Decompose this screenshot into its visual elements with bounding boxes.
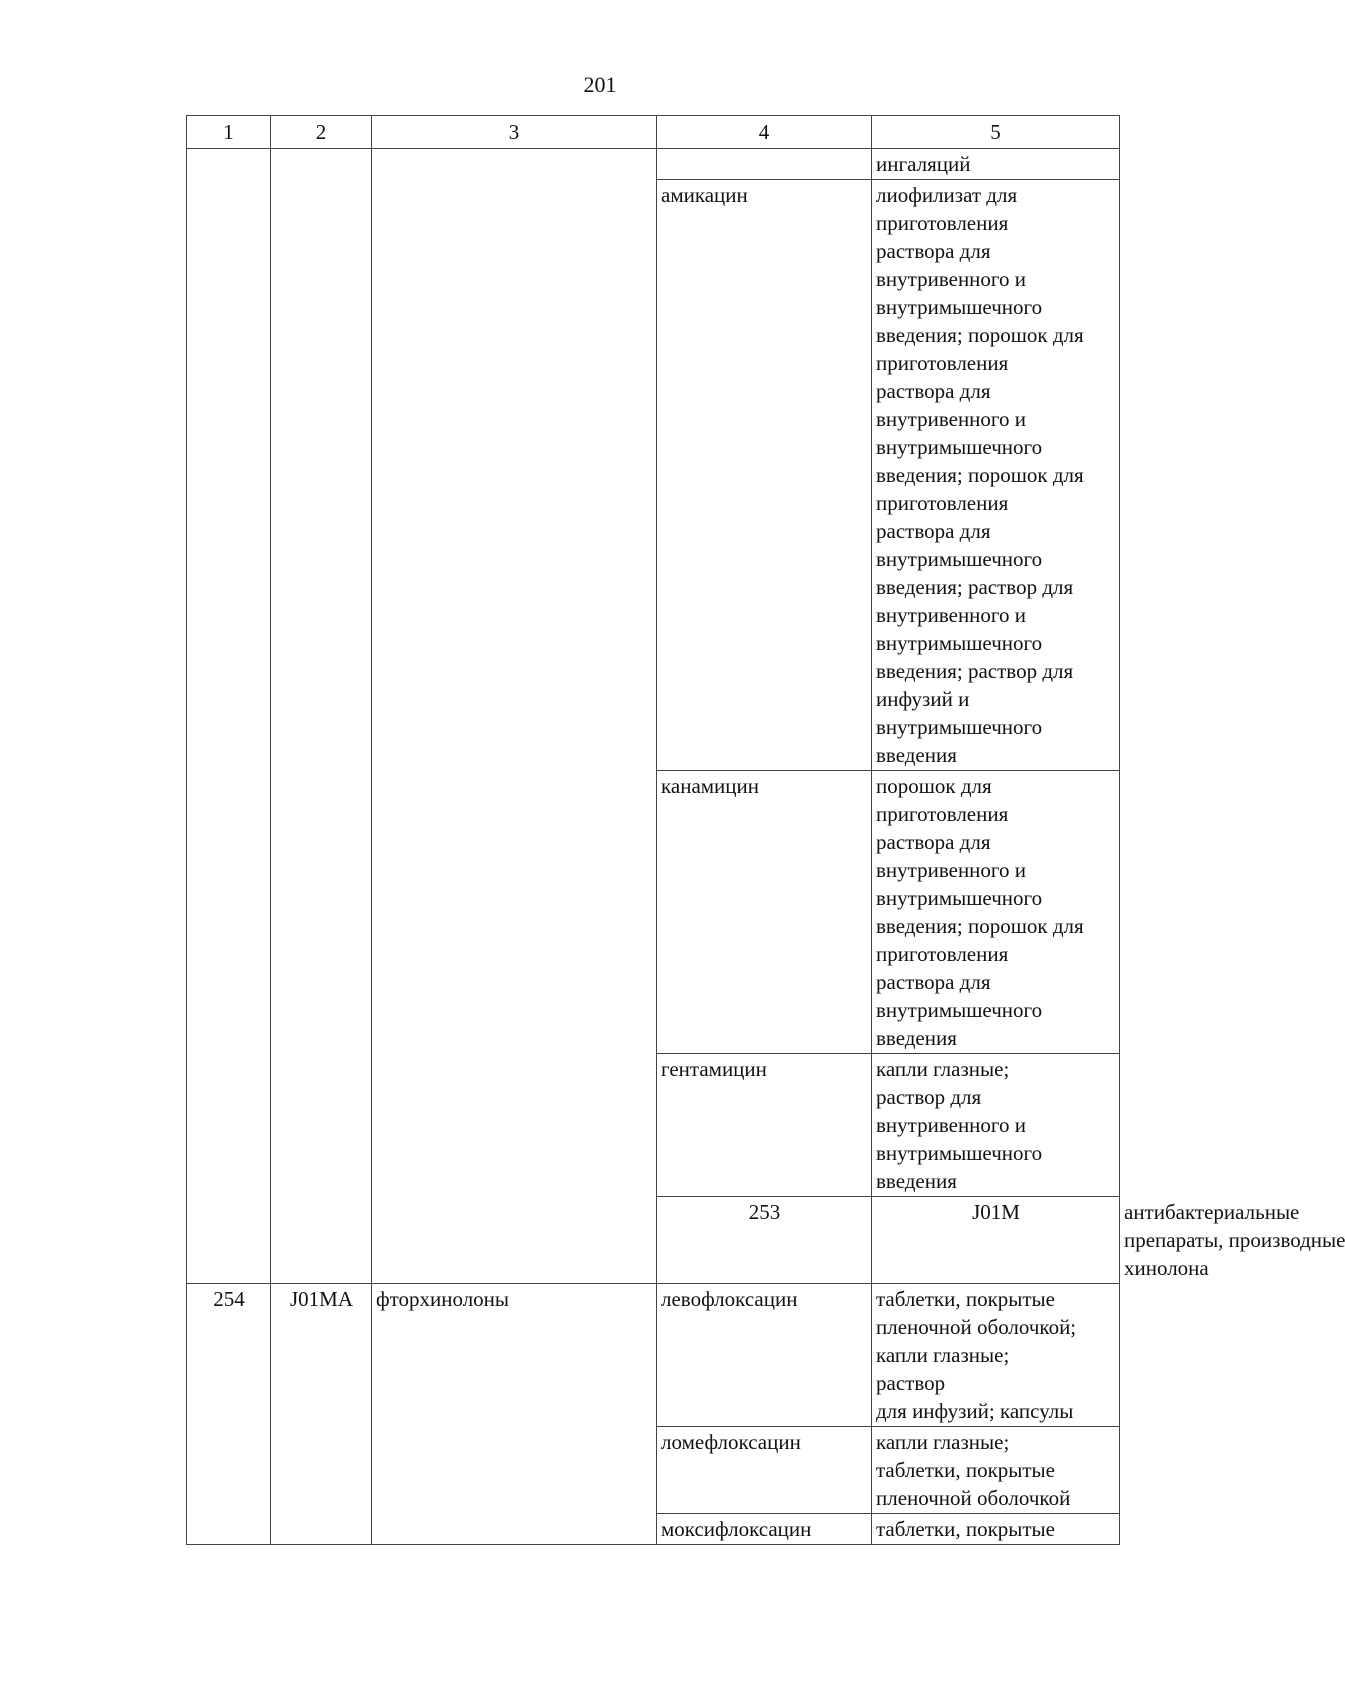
dosage-form-line: инфузий и [876,687,970,711]
group-name-cell [372,1284,657,1545]
dosage-form-line: приготовления [876,491,1009,515]
dosage-form-line: внутримышечного [876,435,1043,459]
drug-name-cell: моксифлоксацин [657,1514,872,1545]
dosage-form-line: внутримышечного [876,1141,1043,1165]
column-header: 2 [271,116,372,149]
dosage-form-line: введения [876,743,957,767]
atc-code-cell: J01MA [271,1284,372,1545]
atc-code-cell: J01M [872,1197,1120,1284]
dosage-form-line: внутривенного и [876,407,1026,431]
dosage-form-line: лиофилизат для [876,183,1018,207]
dosage-form-line: капли глазные; [876,1430,1010,1454]
dosage-form-line: приготовления [876,802,1009,826]
dosage-form-cell [872,1427,1120,1514]
dosage-form-line: капли глазные; [876,1343,1010,1367]
dosage-form-cell [872,1054,1120,1197]
dosage-form-cell [872,149,1120,180]
dosage-form-line: внутримышечного [876,631,1043,655]
dosage-form-cell [872,180,1120,771]
column-header: 4 [657,116,872,149]
dosage-form-line: таблетки, покрытые [876,1517,1055,1541]
dosage-form-line: введения; раствор для [876,575,1074,599]
dosage-form-line: раствора для [876,519,991,543]
dosage-form-line: таблетки, покрытые [876,1458,1055,1482]
drug-name-cell: гентамицин [657,1054,872,1197]
dosage-form-line: ингаляций [876,152,971,176]
dosage-form-line: приготовления [876,942,1009,966]
table-header-row [187,116,1120,149]
dosage-form-cell [872,1284,1120,1427]
drug-name-cell [657,149,872,180]
dosage-form-line: введения; раствор для [876,659,1074,683]
dosage-form-line: внутривенного и [876,1113,1026,1137]
dosage-form-line: приготовления [876,351,1009,375]
row-number-cell: 253 [657,1197,872,1284]
dosage-form-line: внутримышечного [876,886,1043,910]
row-number-cell: 254 [187,1284,271,1545]
table-row [187,1284,1120,1427]
dosage-form-line: приготовления [876,211,1009,235]
dosage-form-line: внутримышечного [876,715,1043,739]
dosage-form-line: введения; порошок для [876,914,1084,938]
dosage-form-line: введения; порошок для [876,323,1084,347]
column-header: 3 [372,116,657,149]
group-name-line: фторхинолоны [376,1287,510,1311]
dosage-form-line: внутривенного и [876,603,1026,627]
dosage-form-line: введения [876,1026,957,1050]
dosage-form-line: порошок для [876,774,992,798]
drug-name-cell: ломефлоксацин [657,1427,872,1514]
table-row [187,149,1120,180]
dosage-form-line: раствора для [876,379,991,403]
atc-code-cell [271,149,372,1284]
column-header: 1 [187,116,271,149]
dosage-form-cell [872,771,1120,1054]
dosage-form-line: раствора для [876,239,991,263]
page-number: 201 [583,72,617,97]
dosage-form-line: капли глазные; [876,1057,1010,1081]
dosage-form-line: введения [876,1169,957,1193]
dosage-form-line: введения; порошок для [876,463,1084,487]
dosage-form-line: внутримышечного [876,998,1043,1022]
dosage-form-cell [872,1514,1120,1545]
drug-name-cell: амикацин [657,180,872,771]
drug-name-cell: канамицин [657,771,872,1054]
dosage-form-line: внутривенного и [876,858,1026,882]
dosage-form-line: раствора для [876,830,991,854]
medicines-table [186,115,1345,1545]
table-row: 253 J01M антибактериальные препараты, производные хинолона [187,1197,1120,1284]
dosage-form-line: внутримышечного [876,547,1043,571]
row-number-cell [187,149,271,1284]
dosage-form-line: раствора для [876,970,991,994]
dosage-form-line: внутривенного и [876,267,1026,291]
column-header: 5 [872,116,1120,149]
dosage-form-line: пленочной оболочкой [876,1486,1071,1510]
group-name-cell [372,149,657,1284]
dosage-form-line: таблетки, покрытые [876,1287,1055,1311]
dosage-form-line: внутримышечного [876,295,1043,319]
dosage-form-line: раствор для [876,1085,982,1109]
dosage-form-line: пленочной оболочкой; [876,1315,1077,1339]
dosage-form-line: для инфузий; капсулы [876,1399,1074,1423]
dosage-form-line: раствор [876,1371,946,1395]
drug-name-cell: левофлоксацин [657,1284,872,1427]
